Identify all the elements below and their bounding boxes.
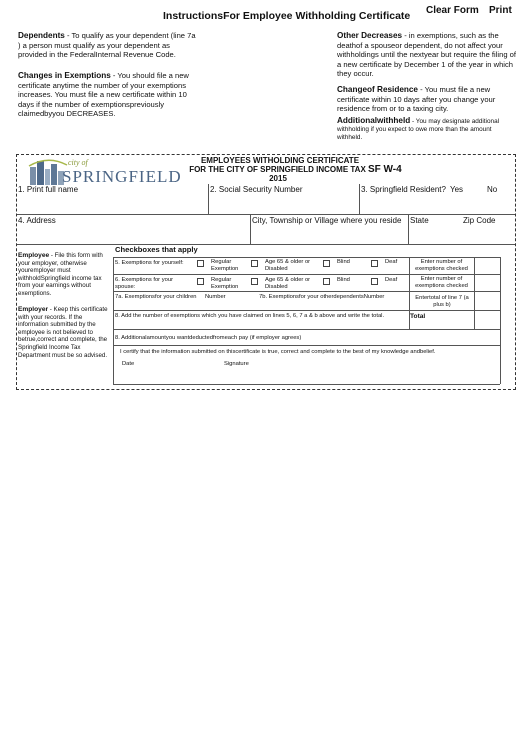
additional-amount-input[interactable]: [340, 332, 498, 344]
additional-text: - You may designate additional withholding if you expect to owe more than the amount withheld.: [337, 118, 500, 141]
row7a-number-input[interactable]: [228, 292, 256, 306]
residence-text: - You must file a new certificate within 10 days after you change your residence from or to a taxing city.: [337, 85, 496, 114]
additional-heading: Additionalwithheld: [337, 116, 411, 125]
row7-entertotal: Entertotal of line 7 (a plus b): [415, 295, 469, 308]
additional-instruction: [337, 117, 517, 142]
zip-input[interactable]: [464, 226, 512, 242]
form-year: 2015: [269, 174, 287, 183]
checkbox-section-title: Checkboxes that apply: [115, 245, 198, 254]
self-deaf-checkbox[interactable]: [371, 260, 378, 267]
employer-note-text: - Keep this certificate with your records. If the information submitted by the employee is not believed to betrue,correct and complete, the Springfield Income Tax Department must be so advised.: [18, 306, 108, 359]
row7b-number-input[interactable]: [392, 292, 408, 306]
signature-input[interactable]: [256, 358, 496, 380]
employer-note: [18, 306, 110, 359]
spouse-blind-checkbox[interactable]: [323, 278, 330, 285]
dependents-text: - To qualify as your dependent (line 7a ) a person must qualify as your dependent as provided in the FederalInternal Revenue Code.: [18, 31, 196, 60]
row8-total-input[interactable]: [476, 312, 498, 327]
row8-total-label: Total: [410, 313, 426, 320]
row8-label: 8. Add the number of exemptions which you have claimed on lines 5, 6, 7 a & b above and write the total.: [115, 313, 385, 319]
print-button[interactable]: Print: [489, 5, 512, 16]
changes-text: - You should file a new certificate anytime the number of your exemptions increases. You must file a new certificate within 10 days if the number of exemptionspreviously claimedbyyou DECREASES.: [18, 71, 189, 119]
spouse-blind-label: Blind: [337, 277, 350, 283]
signature-label: Signature: [224, 361, 249, 367]
ssn-label: 2. Social Security Number: [210, 185, 303, 194]
other-decreases-instruction: [337, 31, 517, 79]
spouse-deaf-checkbox[interactable]: [371, 278, 378, 285]
row5-enter-number: Enter number of exemptions checked: [415, 259, 468, 272]
row6-label: 6. Exemptions for your spouse:: [115, 277, 173, 290]
state-label: State: [410, 216, 429, 225]
row7b-label: 7b. Exemptionsfor your otherdependentsNumber: [259, 294, 385, 300]
employee-note-heading: Employee: [18, 252, 50, 259]
changes-instruction: [18, 71, 198, 119]
employee-note: [18, 252, 110, 298]
employee-note-text: - File this form with your employer, otherwise youremployer must withholdSpringfield income tax from your earnings without exemptions.: [18, 252, 103, 297]
other-decreases-text: - in exemptions, such as the deathof a spouseor dependent, do not affect your withholdings until the nextyear but require the filing of a new certificate by December 1 of the year in which they occur.: [337, 31, 516, 79]
spouse-age-checkbox[interactable]: [251, 278, 258, 285]
spouse-regular-label: Regular Exemption: [211, 277, 239, 290]
page-title: InstructionsFor Employee Withholding Certificate: [163, 10, 411, 22]
dependents-heading: Dependents: [18, 31, 65, 40]
certification-text: I certify that the information submitted on thiscertificate is true, correct and complete to the best of my knowledge andbelief.: [120, 349, 436, 355]
self-deaf-label: Deaf: [385, 259, 398, 265]
employer-note-heading: Employer: [18, 306, 49, 313]
logo-city-of: city of: [68, 158, 88, 167]
address-input[interactable]: [22, 226, 248, 242]
spouse-regular-checkbox[interactable]: [197, 278, 204, 285]
zip-label: Zip Code: [463, 216, 496, 225]
row6-count-input[interactable]: [476, 276, 498, 290]
resident-yes[interactable]: Yes: [450, 185, 464, 194]
residence-instruction: [337, 85, 517, 114]
row5-count-input[interactable]: [476, 259, 498, 273]
self-blind-checkbox[interactable]: [323, 260, 330, 267]
row7a-label: 7a. Exemptionsfor your children: [115, 294, 197, 300]
city-label: City, Township or Village where you reside: [252, 216, 402, 225]
address-label: 4. Address: [18, 216, 56, 225]
spouse-deaf-label: Deaf: [385, 277, 398, 283]
form-heading-line2: FOR THE CITY OF SPRINGFIELD INCOME TAX: [189, 165, 366, 174]
row9-label: 8. Additionalamountyou wantdeductedfromeach pay (if employer agrees): [115, 335, 302, 341]
self-regular-label: Regular Exemption: [211, 259, 239, 272]
resident-no[interactable]: No: [487, 185, 498, 194]
clear-form-button[interactable]: Clear Form: [426, 5, 479, 16]
row5-label: 5. Exemptions for yourself:: [115, 260, 184, 266]
form-heading-line1: EMPLOYEES WITHOLDING CERTIFICATE: [200, 156, 360, 165]
dependents-instruction: [18, 31, 198, 60]
changes-heading: Changes in Exemptions: [18, 71, 111, 80]
residence-heading: Changeof Residence: [337, 85, 418, 94]
self-blind-label: Blind: [337, 259, 350, 265]
self-age-checkbox[interactable]: [251, 260, 258, 267]
row7-total-input[interactable]: [476, 293, 498, 308]
state-input[interactable]: [412, 226, 460, 242]
resident-label: 3. Springfield Resident?: [361, 185, 446, 194]
self-age-label: Age 65 & older or Disabled: [265, 259, 311, 272]
row6-enter-number: Enter number of exemptions checked: [415, 276, 468, 289]
date-input[interactable]: [140, 358, 220, 370]
logo-springfield: SPRINGFIELD: [62, 167, 182, 186]
spouse-age-label: Age 65 & older or Disabled: [265, 277, 311, 290]
row7a-number-label: Number: [205, 294, 226, 300]
city-input[interactable]: [254, 226, 406, 242]
other-decreases-heading: Other Decreases: [337, 31, 403, 40]
self-regular-checkbox[interactable]: [197, 260, 204, 267]
full-name-label: 1. Print full name: [18, 185, 79, 194]
ssn-input[interactable]: [212, 195, 357, 212]
form-id: SF W-4: [368, 164, 402, 175]
date-label: Date: [122, 361, 135, 367]
full-name-input[interactable]: [22, 195, 206, 212]
